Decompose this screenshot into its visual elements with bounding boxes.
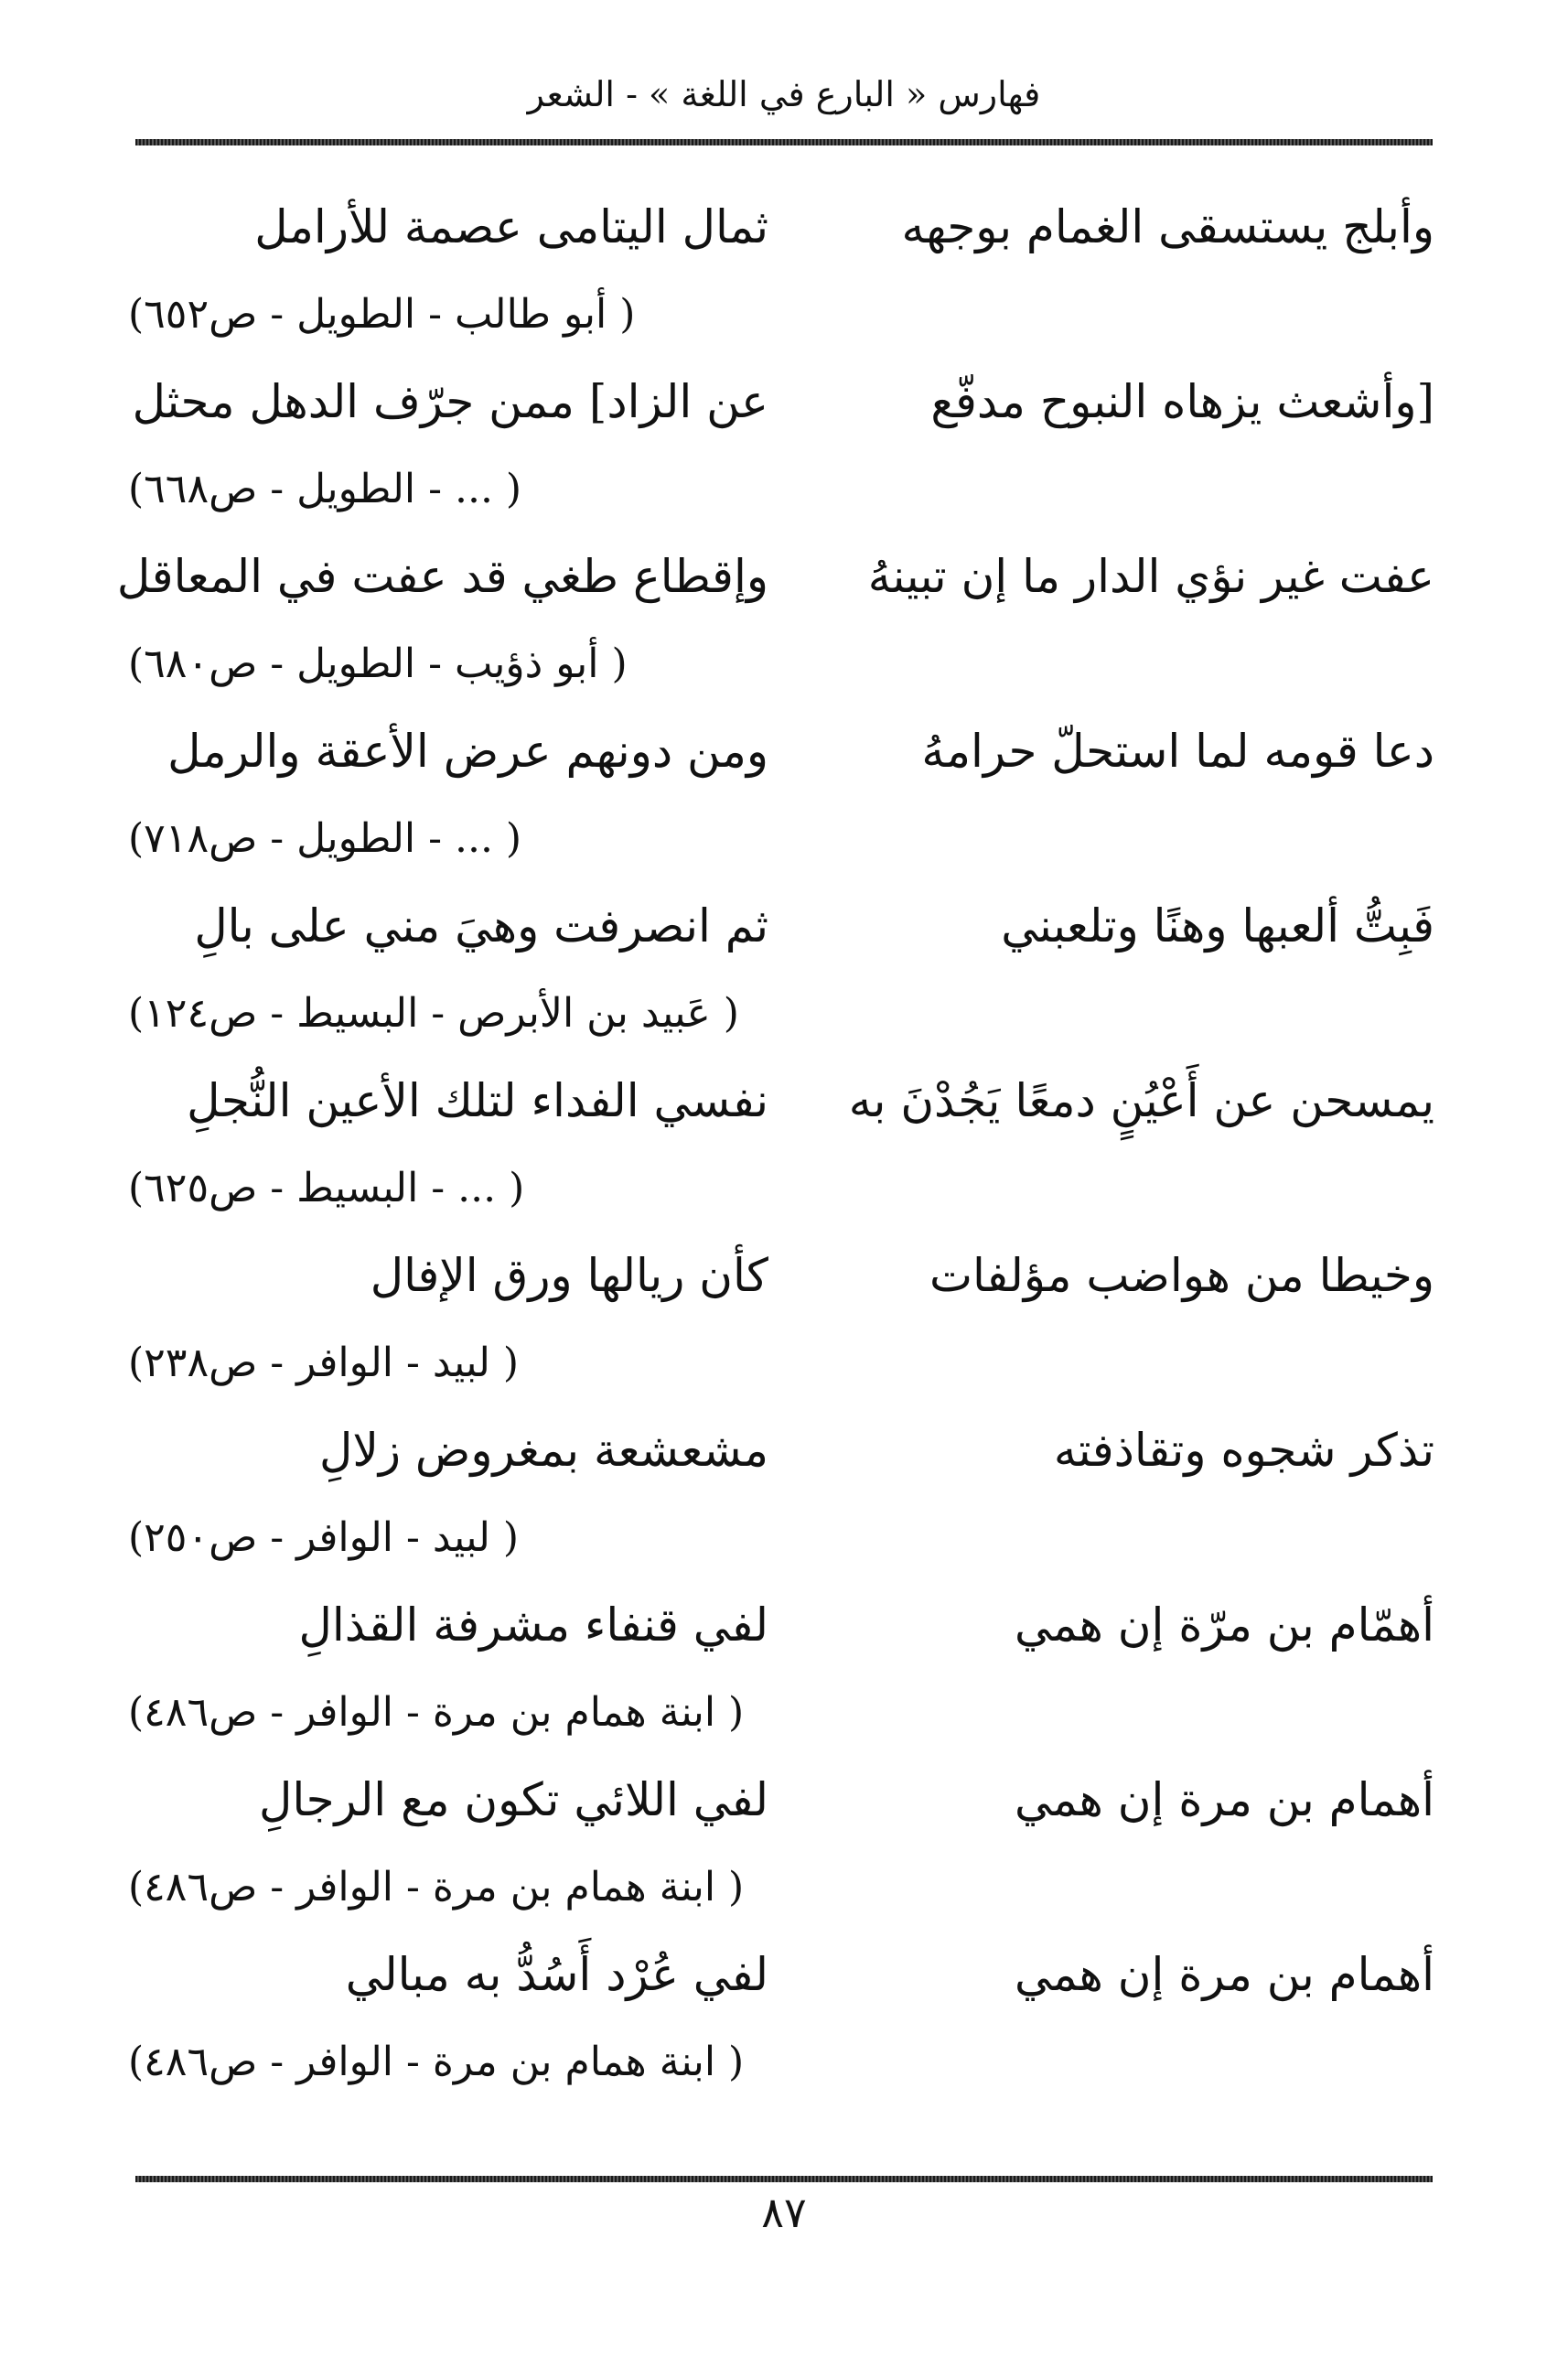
source-citation: ( ... - الطويل - ص٧١٨) [128,815,522,862]
verse-line [128,707,1434,795]
source-citation: ( ابنة همام بن مرة - الوافر - ص٤٨٦) [128,2039,745,2085]
verse-entry [128,1581,1434,1756]
second-hemistich: لفي قنفاء مشرفة القذالِ [298,1598,768,1652]
verse-entry [128,1406,1434,1581]
verse-line [128,183,1434,271]
source-citation: ( ابنة همام بن مرة - الوافر - ص٤٨٦) [128,1864,745,1910]
first-hemistich: أهمّام بن مرّة إن همي [1014,1598,1434,1652]
verse-source [128,1669,1434,1756]
source-citation: ( أبو طالب - الطويل - ص٦٥٢) [128,291,636,338]
first-hemistich: وخيطا من هواضب مؤلفات [929,1249,1434,1302]
second-hemistich: لفي عُرْد أَسُدُّ به مبالي [345,1948,768,2001]
first-hemistich: أهمام بن مرة إن همي [1014,1773,1434,1826]
verse-source [128,1319,1434,1406]
verse-entry [128,882,1434,1057]
verse-line [128,1581,1434,1669]
source-citation: ( عَبيد بن الأبرص - البسيط - ص١٢٤) [128,990,739,1037]
verse-line [128,1406,1434,1494]
running-header: فهارس « البارع في اللغة » - الشعر [527,74,1041,114]
verse-entry [116,533,1434,707]
verse-entry [128,707,1434,882]
first-hemistich: فَبِتُّ ألعبها وهنًا وتلعبني [1001,899,1434,952]
second-hemistich: عن الزاد] ممن جرّف الدهل محثل [132,375,768,428]
second-hemistich: نفسي الفداء لتلك الأعين النُّجلِ [187,1074,768,1127]
verse-line [128,1232,1434,1319]
first-hemistich: يمسحن عن أَعْيُنٍ دمعًا يَجُدْنَ به [848,1074,1434,1127]
verse-entry [128,183,1434,358]
verse-source [128,271,1434,358]
verse-source [128,1494,1434,1581]
verse-source [128,970,1434,1057]
verse-line [128,1756,1434,1844]
verse-source [128,446,1434,533]
first-hemistich: أهمام بن مرة إن همي [1014,1948,1434,2001]
verse-line [116,533,1434,620]
source-citation: ( لبيد - الوافر - ص٢٣٨) [128,1340,520,1386]
verse-entry [128,1931,1434,2105]
verse-source [128,1145,1434,1232]
verse-source [128,1844,1434,1931]
verse-list [116,183,1434,2150]
source-citation: ( أبو ذؤيب - الطويل - ص٦٨٠) [128,640,628,687]
verse-source [128,620,1434,707]
source-citation: ( ... - الطويل - ص٦٦٨) [128,466,522,512]
verse-entry [128,1232,1434,1406]
first-hemistich: دعا قومه لما استحلّ حرامهُ [921,725,1434,778]
verse-line [128,1057,1434,1145]
second-hemistich: ومن دونهم عرض الأعقة والرمل [167,725,768,778]
page-number: ٨٧ [761,2188,807,2237]
source-citation: ( لبيد - الوافر - ص٢٥٠) [128,1514,520,1561]
second-hemistich: لفي اللائي تكون مع الرجالِ [259,1773,768,1826]
verse-entry [128,358,1434,533]
verse-line [128,358,1434,446]
verse-line [128,1931,1434,2018]
first-hemistich: [وأشعث يزهاه النبوح مدفّع [930,375,1434,428]
source-citation: ( ابنة همام بن مرة - الوافر - ص٤٨٦) [128,1689,745,1736]
second-hemistich: مشعشعة بمغروض زلالِ [319,1424,768,1477]
first-hemistich: وأبلج يستسقى الغمام بوجهه [901,200,1434,253]
second-hemistich: كأن ريالها ورق الإفال [370,1249,768,1302]
second-hemistich: ثمال اليتامى عصمة للأرامل [254,200,768,253]
second-hemistich: ثم انصرفت وهيَ مني على بالِ [194,899,768,952]
footer-rule [135,2176,1433,2182]
verse-line [128,882,1434,970]
verse-entry [128,1057,1434,1232]
first-hemistich: تذكر شجوه وتقاذفته [1053,1424,1434,1477]
first-hemistich: عفت غير نؤي الدار ما إن تبينهُ [867,550,1434,603]
header-rule [135,139,1433,145]
verse-entry [128,1756,1434,1931]
source-citation: ( ... - البسيط - ص٦٢٥) [128,1165,525,1211]
second-hemistich: وإقطاع طغي قد عفت في المعاقل [116,550,768,603]
verse-source [128,795,1434,882]
verse-source [128,2018,1434,2105]
